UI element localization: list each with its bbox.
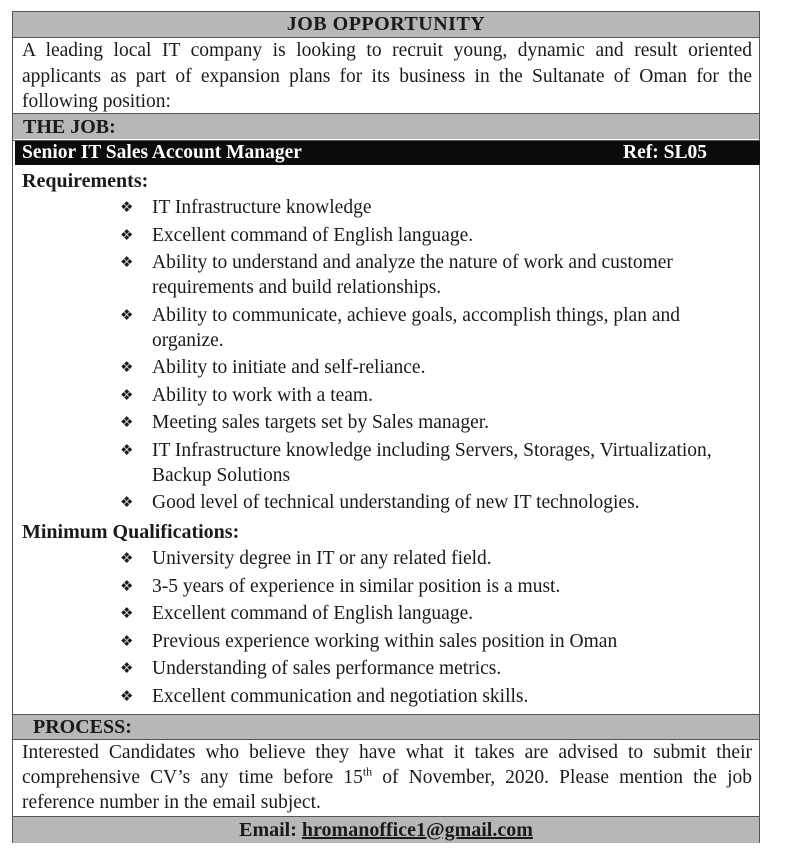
diamond-bullet-icon: ❖: [120, 413, 134, 431]
ordinal-suffix: th: [362, 764, 373, 779]
position-title: Senior IT Sales Account Manager: [22, 142, 302, 163]
process-text-after: of November, 2020. Please mention the job reference number in the email subject.: [22, 767, 752, 813]
requirements-list: [120, 195, 750, 518]
bullet-text: Excellent command of English language.: [152, 603, 474, 624]
bullet-item: [120, 355, 750, 380]
diamond-bullet-icon: ❖: [120, 225, 134, 244]
bullet-text: Ability to work with a team.: [152, 384, 373, 406]
process-paragraph: [22, 740, 752, 815]
bullet-text: IT Infrastructure knowledge including Servers, Storages, Virtualization, Backup Solutions: [152, 439, 712, 486]
requirements-heading: Requirements:: [22, 170, 149, 192]
bullet-text: Ability to initiate and self-reliance.: [152, 357, 426, 378]
diamond-bullet-icon: ❖: [120, 493, 134, 511]
diamond-bullet-icon: ❖: [120, 686, 134, 705]
bullet-item: [120, 303, 750, 353]
job-reference: Ref: SL05: [623, 142, 707, 163]
bullet-item: [120, 629, 750, 654]
email-row: [12, 817, 760, 843]
position-bar: [15, 141, 760, 165]
qualifications-list: [120, 546, 750, 711]
diamond-bullet-icon: ❖: [120, 358, 134, 376]
bullet-item: [120, 684, 750, 709]
bullet-text: University degree in IT or any related field.: [152, 548, 492, 569]
bullet-text: Excellent communication and negotiation skills.: [152, 685, 529, 707]
bullet-text: Ability to understand and analyze the nature of work and customer requirements and build relationships.: [152, 252, 673, 298]
diamond-bullet-icon: ❖: [120, 198, 134, 216]
diamond-bullet-icon: ❖: [120, 659, 134, 677]
bullet-item: [120, 383, 750, 408]
diamond-bullet-icon: ❖: [120, 440, 134, 459]
diamond-bullet-icon: ❖: [120, 604, 134, 622]
bullet-text: IT Infrastructure knowledge: [152, 197, 372, 218]
process-heading: PROCESS:: [12, 715, 760, 739]
bullet-text: Excellent command of English language.: [152, 224, 474, 246]
bullet-item: [120, 656, 750, 681]
email-address-link[interactable]: hromanoffice1@gmail.com: [301, 819, 533, 841]
process-text-before: Interested Candidates who believe they have what it takes are advised to submit their comprehensive CV’s any time before 15: [22, 742, 752, 788]
bullet-item: [120, 438, 750, 488]
document-title: JOB OPPORTUNITY: [12, 12, 760, 37]
intro-paragraph: A leading local IT company is looking to recruit young, dynamic and result oriented applicants as part of expansion plans for its business in the Sultanate of Oman for the following position:: [22, 40, 752, 112]
diamond-bullet-icon: ❖: [120, 631, 134, 650]
bullet-text: Previous experience working within sales position in Oman: [152, 630, 618, 652]
diamond-bullet-icon: ❖: [120, 549, 134, 567]
diamond-bullet-icon: ❖: [120, 576, 134, 595]
bullet-item: [120, 195, 750, 220]
email-label: Email:: [239, 819, 297, 841]
diamond-bullet-icon: ❖: [120, 253, 134, 271]
bullet-item: [120, 223, 750, 248]
bullet-item: [120, 250, 750, 300]
bullet-text: Meeting sales targets set by Sales manager.: [152, 412, 490, 433]
bullet-item: [120, 601, 750, 626]
bullet-item: [120, 410, 750, 435]
bullet-item: [120, 490, 750, 515]
bullet-text: Good level of technical understanding of new IT technologies.: [152, 492, 640, 513]
qualifications-heading: Minimum Qualifications:: [22, 521, 240, 543]
diamond-bullet-icon: ❖: [120, 305, 134, 324]
diamond-bullet-icon: ❖: [120, 385, 134, 404]
bullet-text: Ability to communicate, achieve goals, accomplish things, plan and organize.: [152, 304, 680, 351]
bullet-text: 3-5 years of experience in similar position is a must.: [152, 575, 561, 597]
the-job-heading: THE JOB:: [12, 114, 760, 139]
bullet-text: Understanding of sales performance metrics.: [152, 658, 502, 679]
bullet-item: [120, 574, 750, 599]
bullet-item: [120, 546, 750, 571]
